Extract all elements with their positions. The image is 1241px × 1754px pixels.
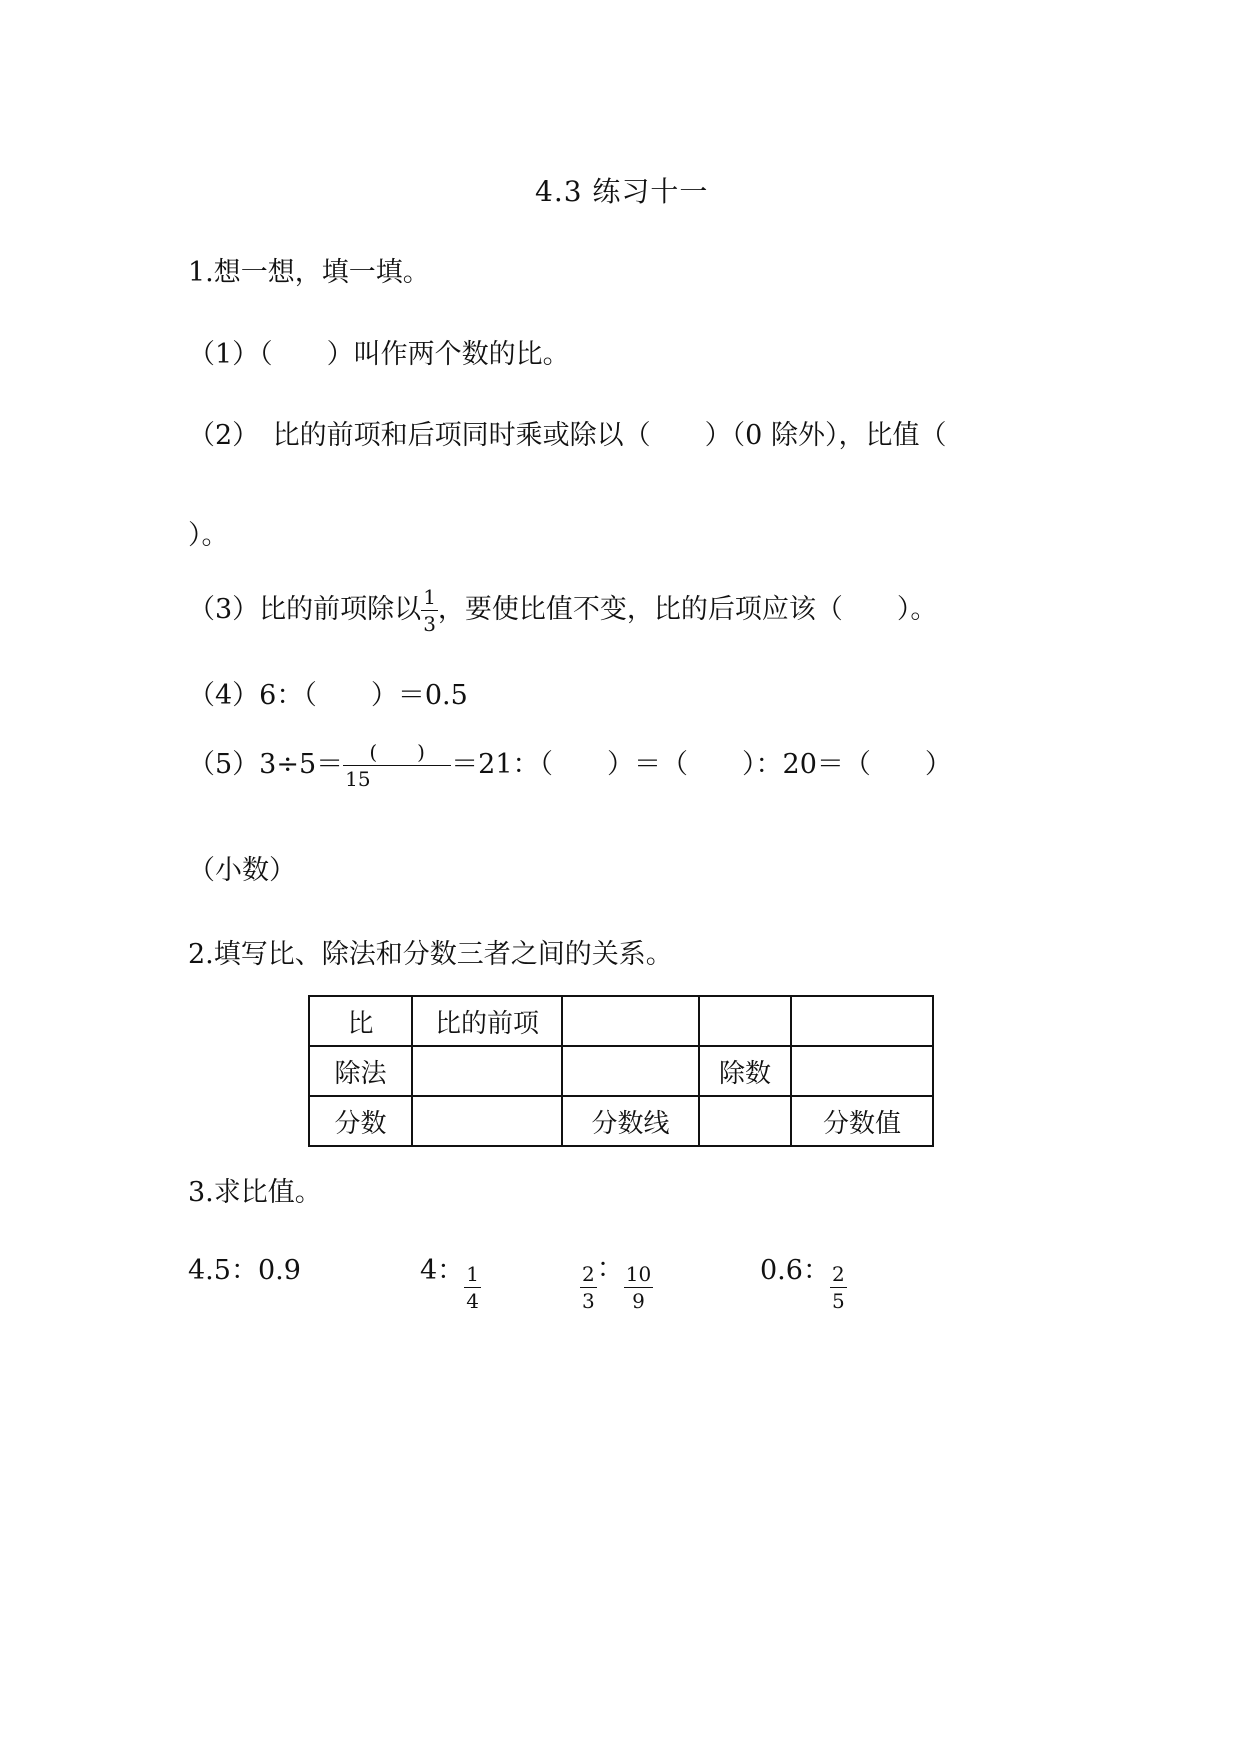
table-cell bbox=[699, 996, 791, 1046]
q1-item-5-prefix: （5）3÷5＝ bbox=[188, 749, 344, 780]
fraction-denominator: 5 bbox=[831, 1289, 845, 1313]
table-cell bbox=[562, 996, 699, 1046]
table-cell: 比的前项 bbox=[412, 996, 562, 1046]
table-cell bbox=[791, 996, 933, 1046]
q1-item-5-suffix: ＝21：（ ）＝（ ）：20＝（ ） bbox=[451, 749, 952, 780]
q1-item-2-continued: ）。 bbox=[188, 520, 229, 551]
q1-item-5-note: （小数） bbox=[188, 855, 296, 886]
ratio-expression-2 bbox=[420, 1248, 481, 1313]
question-3-heading: 3.求比值。 bbox=[188, 1177, 322, 1208]
q1-item-1: （1）（ ）叫作两个数的比。 bbox=[188, 339, 570, 370]
fraction-denominator: 3 bbox=[582, 1289, 595, 1313]
table-cell bbox=[412, 1096, 562, 1146]
fraction-numerator: 2 bbox=[582, 1262, 595, 1286]
ratio-expression-3 bbox=[580, 1253, 653, 1313]
fraction-one-third bbox=[421, 585, 438, 636]
page-title: 4.3 练习十一 bbox=[535, 175, 709, 208]
fraction-bar bbox=[343, 765, 451, 766]
fraction-denominator: 15 bbox=[345, 767, 371, 791]
fraction-denominator: 4 bbox=[466, 1289, 479, 1313]
ratio-expression-1: 4.5：0.9 bbox=[188, 1255, 301, 1286]
fraction-over-15 bbox=[343, 740, 451, 791]
fraction-bar bbox=[580, 1287, 597, 1288]
table-row bbox=[309, 1046, 933, 1096]
fraction-bar bbox=[624, 1287, 653, 1288]
expression-left: 0.6： bbox=[760, 1255, 830, 1286]
table-row bbox=[309, 996, 933, 1046]
q1-item-3-prefix: （3）比的前项除以 bbox=[188, 594, 422, 625]
ratio-expression-4 bbox=[760, 1248, 847, 1313]
fraction-bar bbox=[830, 1287, 847, 1288]
fraction-numerator: 10 bbox=[625, 1262, 652, 1286]
question-1-heading: 1.想一想，填一填。 bbox=[188, 257, 430, 288]
fraction-denominator: 3 bbox=[423, 612, 436, 636]
ratio-colon: ： bbox=[596, 1253, 624, 1284]
table-cell bbox=[791, 1046, 933, 1096]
table-cell: 分数线 bbox=[562, 1096, 699, 1146]
table-cell bbox=[562, 1046, 699, 1096]
fraction-ten-ninths bbox=[624, 1262, 653, 1313]
table-cell: 比 bbox=[309, 996, 412, 1046]
table-cell: 分数 bbox=[309, 1096, 412, 1146]
question-2-heading: 2.填写比、除法和分数三者之间的关系。 bbox=[188, 939, 673, 970]
fraction-one-quarter bbox=[464, 1262, 481, 1313]
q1-item-4: （4）6：（ ）＝0.5 bbox=[188, 680, 468, 711]
table-cell: 除数 bbox=[699, 1046, 791, 1096]
fraction-two-fifths bbox=[830, 1262, 847, 1313]
table-row bbox=[309, 1096, 933, 1146]
relation-table bbox=[308, 995, 934, 1147]
q1-item-2: （2） 比的前项和后项同时乘或除以（ ）（0 除外），比值（ bbox=[188, 420, 947, 451]
q1-item-5 bbox=[188, 740, 952, 791]
table-cell bbox=[412, 1046, 562, 1096]
table-cell: 除法 bbox=[309, 1046, 412, 1096]
table-cell bbox=[699, 1096, 791, 1146]
fraction-numerator: ( ) bbox=[369, 740, 425, 764]
fraction-numerator: 2 bbox=[831, 1262, 845, 1286]
fraction-denominator: 9 bbox=[632, 1289, 645, 1313]
table-cell: 分数值 bbox=[791, 1096, 933, 1146]
q1-item-3-suffix: ，要使比值不变，比的后项应该（ ）。 bbox=[437, 594, 938, 625]
q1-item-3 bbox=[188, 585, 937, 636]
expression-left: 4： bbox=[420, 1255, 465, 1286]
fraction-bar bbox=[421, 610, 438, 611]
fraction-bar bbox=[464, 1287, 481, 1288]
fraction-two-thirds bbox=[580, 1262, 597, 1313]
fraction-numerator: 1 bbox=[466, 1262, 479, 1286]
fraction-numerator: 1 bbox=[423, 585, 436, 609]
